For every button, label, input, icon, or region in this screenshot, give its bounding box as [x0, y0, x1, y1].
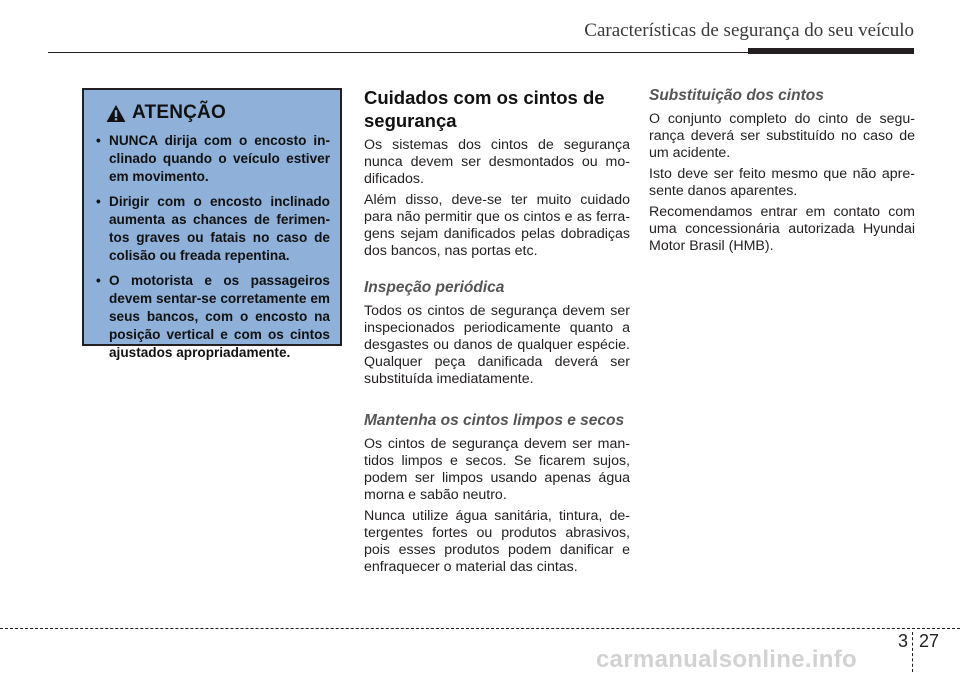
paragraph: Os cintos de segurança devem ser mantidos limpos e secos. Se ficarem sujos, podem ser limpos usando apenas água morna e sabão neutro. [364, 436, 630, 503]
content-column-middle [364, 86, 630, 580]
paragraph: Todos os cintos de segurança devem ser inspecionados periodicamente quanto a desgastes ou danos de qualquer espécie. Qualquer peça danificada deverá ser substituída imediatamente. [364, 303, 630, 387]
warning-title: ATENÇÃO [132, 102, 226, 123]
paragraph: Isto deve ser feito mesmo que não apresente danos aparentes. [649, 166, 915, 199]
warning-triangle-icon [106, 104, 126, 123]
warning-list [93, 132, 330, 362]
page-number [898, 631, 939, 652]
warning-item: • O motorista e os passageiros devem sentar-se corretamente em seus bancos, com o encosto na posição vertical e com os cintos ajustados apropriadamente. [93, 272, 330, 362]
content-column-right [649, 86, 915, 259]
header-rule [48, 52, 748, 53]
paragraph: O conjunto completo do cinto de segurança deverá ser substituído no caso de um acidente. [649, 111, 915, 161]
watermark: carmanualsonline.info [596, 646, 858, 673]
paragraph: Além disso, deve-se ter muito cuidado para não permitir que os cintos e as ferragens sejam danificados pelas dobradiças dos bancos, nas portas etc. [364, 192, 630, 259]
chapter-number: 3 [898, 631, 909, 651]
footer-rule [0, 628, 960, 629]
warning-box [82, 88, 342, 360]
spacer [364, 392, 630, 411]
header-title: Características de segurança do seu veículo [584, 20, 914, 41]
paragraph: Nunca utilize água sanitária, tintura, detergentes fortes ou produtos abrasivos, pois esses produtos podem danificar e enfraquecer o material das cintas. [364, 508, 630, 575]
section-title-clean: Mantenha os cintos limpos e secos [364, 412, 625, 429]
section-title-care: Cuidados com os cintos de segurança [364, 87, 605, 131]
page-number-value: 27 [919, 631, 940, 651]
header-rule-bar [748, 48, 914, 54]
page-number-divider [912, 632, 913, 672]
warning-item: • NUNCA dirija com o encosto inclinado quando o veículo estiver em movimento. [93, 132, 330, 186]
warning-item: • Dirigir com o encosto inclinado aumenta as chances de ferimentos graves ou fatais no caso de colisão ou freada repentina. [93, 193, 330, 265]
section-title-inspection: Inspeção periódica [364, 279, 505, 296]
section-title-replace: Substituição dos cintos [649, 87, 824, 104]
spacer [364, 264, 630, 278]
warning-header [106, 102, 330, 124]
paragraph: Recomendamos entrar em contato com uma concessionária autorizada Hyundai Motor Brasil (HMB). [649, 204, 915, 254]
paragraph: Os sistemas dos cintos de segurança nunca devem ser desmontados ou modificados. [364, 137, 630, 187]
